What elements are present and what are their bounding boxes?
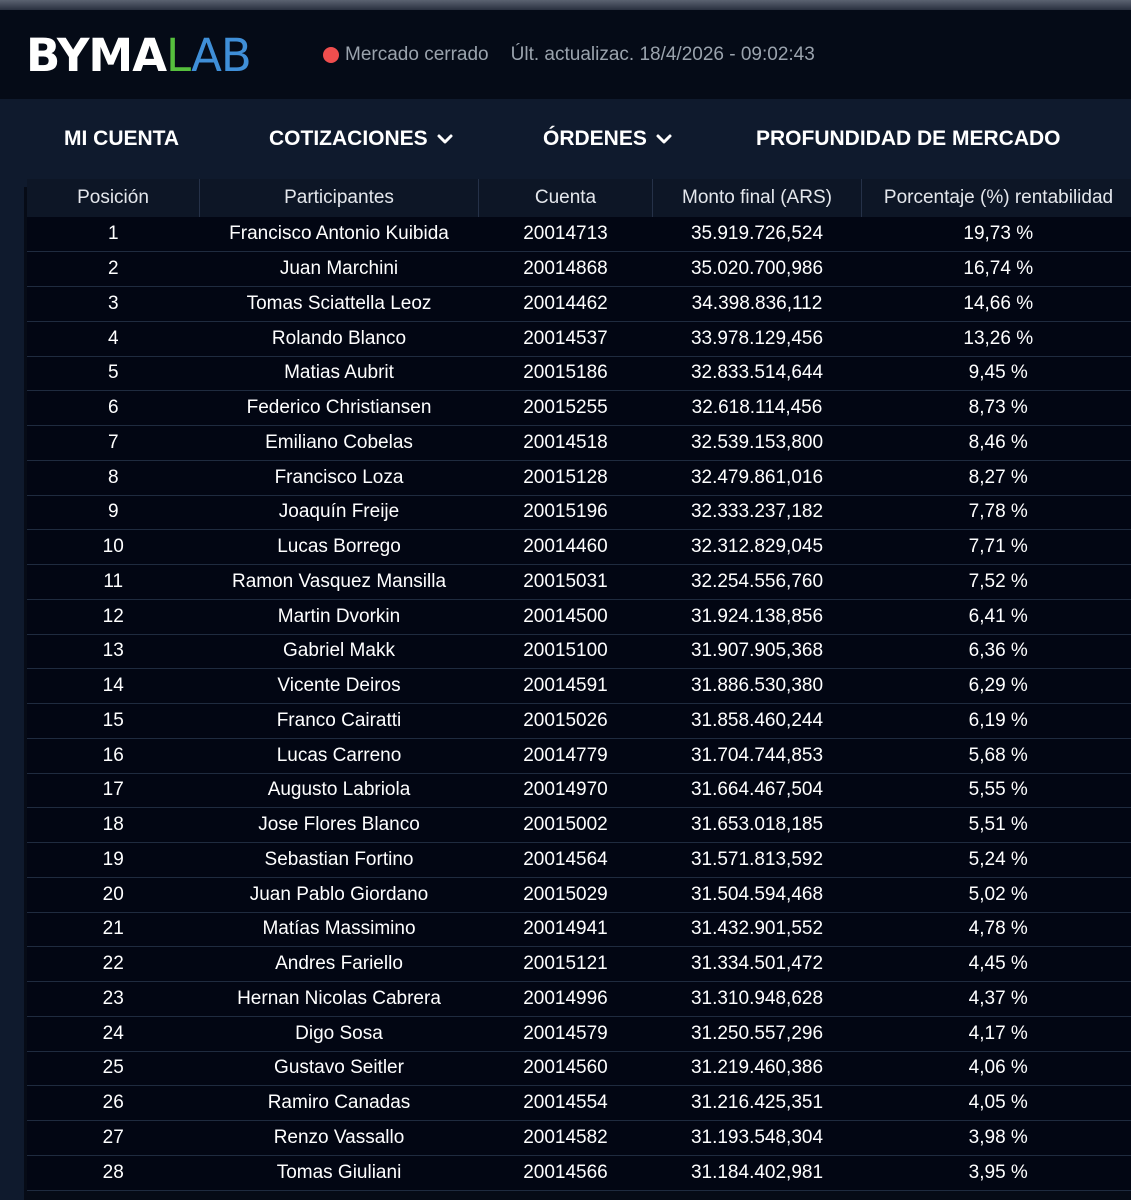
- cell-posicion: 20: [27, 877, 200, 912]
- column-header-cuenta[interactable]: Cuenta: [479, 179, 653, 217]
- table-row: [27, 1121, 1131, 1156]
- cell-monto-final: 32.312.829,045: [653, 530, 862, 565]
- cell-monto-final: 32.618.114,456: [653, 391, 862, 426]
- chevron-down-icon: [655, 130, 673, 148]
- cell-posicion: 7: [27, 426, 200, 461]
- cell-monto-final: 35.919.726,524: [653, 217, 862, 252]
- cell-posicion: 2: [27, 252, 200, 287]
- column-header-posicion[interactable]: Posición: [27, 179, 200, 217]
- nav-item-profundidad-de-mercado[interactable]: [756, 127, 1061, 151]
- cell-cuenta: 20014868: [479, 252, 653, 287]
- table-row: [27, 843, 1131, 878]
- cell-posicion: 5: [27, 356, 200, 391]
- cell-rentabilidad: 5,55 %: [862, 773, 1131, 808]
- table-row: [27, 1016, 1131, 1051]
- cell-participante: Matias Aubrit: [200, 356, 479, 391]
- cell-participante: Lucas Borrego: [200, 530, 479, 565]
- cell-rentabilidad: 16,74 %: [862, 252, 1131, 287]
- cell-participante: Francisco Loza: [200, 460, 479, 495]
- cell-monto-final: 32.833.514,644: [653, 356, 862, 391]
- cell-cuenta: 20014537: [479, 321, 653, 356]
- cell-rentabilidad: 6,41 %: [862, 599, 1131, 634]
- cell-participante: Andres Fariello: [200, 947, 479, 982]
- cell-cuenta: 20014996: [479, 982, 653, 1017]
- cell-cuenta: 20014579: [479, 1016, 653, 1051]
- cell-rentabilidad: 19,73 %: [862, 217, 1131, 252]
- table-row: [27, 704, 1131, 739]
- cell-rentabilidad: 4,37 %: [862, 982, 1131, 1017]
- cell-participante: Ramiro Canadas: [200, 1086, 479, 1121]
- cell-participante: Federico Christiansen: [200, 391, 479, 426]
- cell-cuenta: 20015029: [479, 877, 653, 912]
- column-header-rentabilidad[interactable]: Porcentaje (%) rentabilidad: [883, 187, 1114, 208]
- cell-monto-final: 31.653.018,185: [653, 808, 862, 843]
- app-header: [0, 10, 1131, 99]
- cell-rentabilidad: 6,29 %: [862, 669, 1131, 704]
- cell-rentabilidad: 6,19 %: [862, 704, 1131, 739]
- logo-text-l: L: [166, 29, 192, 82]
- cell-rentabilidad: 14,66 %: [862, 287, 1131, 322]
- cell-posicion: 10: [27, 530, 200, 565]
- cell-monto-final: 31.858.460,244: [653, 704, 862, 739]
- nav-item-cotizaciones[interactable]: [269, 127, 454, 151]
- cell-rentabilidad: 7,71 %: [862, 530, 1131, 565]
- cell-cuenta: 20015100: [479, 634, 653, 669]
- cell-monto-final: 31.571.813,592: [653, 843, 862, 878]
- window-top-strip: [0, 0, 1131, 10]
- cell-rentabilidad: 5,68 %: [862, 738, 1131, 773]
- table-row: [27, 982, 1131, 1017]
- cell-posicion: 18: [27, 808, 200, 843]
- cell-participante: Jose Flores Blanco: [200, 808, 479, 843]
- cell-participante: Sebastian Fortino: [200, 843, 479, 878]
- cell-participante: Gustavo Seitler: [200, 1051, 479, 1086]
- cell-posicion: 12: [27, 599, 200, 634]
- cell-monto-final: 31.504.594,468: [653, 877, 862, 912]
- cell-rentabilidad: 13,26 %: [862, 321, 1131, 356]
- cell-monto-final: 31.216.425,351: [653, 1086, 862, 1121]
- cell-cuenta: 20014518: [479, 426, 653, 461]
- cell-monto-final: 31.907.905,368: [653, 634, 862, 669]
- cell-monto-final: 32.479.861,016: [653, 460, 862, 495]
- cell-posicion: 1: [27, 217, 200, 252]
- cell-rentabilidad: 6,36 %: [862, 634, 1131, 669]
- cell-participante: Augusto Labriola: [200, 773, 479, 808]
- cell-participante: Tomas Sciattella Leoz: [200, 287, 479, 322]
- cell-cuenta: 20014779: [479, 738, 653, 773]
- cell-posicion: 24: [27, 1016, 200, 1051]
- table-row: [27, 565, 1131, 600]
- table-row: [27, 530, 1131, 565]
- table-row: [27, 321, 1131, 356]
- cell-cuenta: 20014713: [479, 217, 653, 252]
- cell-participante: Gabriel Makk: [200, 634, 479, 669]
- table-body: [27, 217, 1131, 1190]
- table-row: [27, 287, 1131, 322]
- table-row: [27, 773, 1131, 808]
- cell-posicion: 16: [27, 738, 200, 773]
- cell-rentabilidad: 8,27 %: [862, 460, 1131, 495]
- cell-posicion: 9: [27, 495, 200, 530]
- cell-cuenta: 20015031: [479, 565, 653, 600]
- left-gutter: [0, 187, 24, 1200]
- table-row: [27, 877, 1131, 912]
- table-row: [27, 391, 1131, 426]
- cell-cuenta: 20014941: [479, 912, 653, 947]
- cell-monto-final: 31.334.501,472: [653, 947, 862, 982]
- cell-monto-final: 31.664.467,504: [653, 773, 862, 808]
- cell-monto-final: 32.254.556,760: [653, 565, 862, 600]
- cell-monto-final: 31.704.744,853: [653, 738, 862, 773]
- cell-participante: Joaquín Freije: [200, 495, 479, 530]
- table-row: [27, 495, 1131, 530]
- table-row: [27, 460, 1131, 495]
- cell-rentabilidad: 4,06 %: [862, 1051, 1131, 1086]
- cell-cuenta: 20014970: [479, 773, 653, 808]
- cell-rentabilidad: 5,24 %: [862, 843, 1131, 878]
- cell-participante: Emiliano Cobelas: [200, 426, 479, 461]
- cell-rentabilidad: 4,78 %: [862, 912, 1131, 947]
- table-header-row: [27, 179, 1131, 217]
- cell-posicion: 17: [27, 773, 200, 808]
- cell-cuenta: 20015186: [479, 356, 653, 391]
- cell-rentabilidad: 7,78 %: [862, 495, 1131, 530]
- cell-participante: Lucas Carreno: [200, 738, 479, 773]
- table-row: [27, 808, 1131, 843]
- cell-participante: Hernan Nicolas Cabrera: [200, 982, 479, 1017]
- cell-posicion: 15: [27, 704, 200, 739]
- table-row: [27, 1086, 1131, 1121]
- cell-cuenta: 20014462: [479, 287, 653, 322]
- cell-cuenta: 20014460: [479, 530, 653, 565]
- cell-posicion: 14: [27, 669, 200, 704]
- cell-posicion: 11: [27, 565, 200, 600]
- cell-posicion: 23: [27, 982, 200, 1017]
- cell-monto-final: 31.432.901,552: [653, 912, 862, 947]
- cell-monto-final: 32.539.153,800: [653, 426, 862, 461]
- cell-posicion: 6: [27, 391, 200, 426]
- cell-participante: Renzo Vassallo: [200, 1121, 479, 1156]
- cell-cuenta: 20015255: [479, 391, 653, 426]
- cell-posicion: 27: [27, 1121, 200, 1156]
- cell-rentabilidad: 8,73 %: [862, 391, 1131, 426]
- cell-cuenta: 20014564: [479, 843, 653, 878]
- cell-monto-final: 33.978.129,456: [653, 321, 862, 356]
- table-row: [27, 947, 1131, 982]
- cell-participante: Matías Massimino: [200, 912, 479, 947]
- cell-participante: Ramon Vasquez Mansilla: [200, 565, 479, 600]
- cell-rentabilidad: 9,45 %: [862, 356, 1131, 391]
- column-header-monto-final[interactable]: Monto final (ARS): [653, 179, 862, 217]
- cell-cuenta: 20014582: [479, 1121, 653, 1156]
- cell-cuenta: 20014591: [479, 669, 653, 704]
- table-row: [27, 669, 1131, 704]
- cell-participante: Tomas Giuliani: [200, 1155, 479, 1190]
- cell-rentabilidad: 7,52 %: [862, 565, 1131, 600]
- cell-cuenta: 20015026: [479, 704, 653, 739]
- cell-rentabilidad: 3,98 %: [862, 1121, 1131, 1156]
- table-row: [27, 912, 1131, 947]
- cell-posicion: 25: [27, 1051, 200, 1086]
- market-status-label: Mercado cerrado: [345, 44, 489, 65]
- cell-monto-final: 31.924.138,856: [653, 599, 862, 634]
- last-update-label: Últ. actualizac. 18/4/2026 - 09:02:43: [510, 44, 815, 65]
- cell-cuenta: 20015002: [479, 808, 653, 843]
- nav-item-label: MI CUENTA: [64, 127, 180, 150]
- cell-participante: Juan Pablo Giordano: [200, 877, 479, 912]
- main-nav: [0, 99, 1131, 187]
- table-row: [27, 217, 1131, 252]
- cell-monto-final: 31.219.460,386: [653, 1051, 862, 1086]
- cell-rentabilidad: 5,51 %: [862, 808, 1131, 843]
- cell-monto-final: 31.250.557,296: [653, 1016, 862, 1051]
- cell-monto-final: 35.020.700,986: [653, 252, 862, 287]
- cell-rentabilidad: 3,95 %: [862, 1155, 1131, 1190]
- status-dot-icon: [323, 47, 339, 63]
- table-row: [27, 356, 1131, 391]
- market-status: [323, 44, 815, 66]
- chevron-down-icon: [436, 130, 454, 148]
- table-row: [27, 252, 1131, 287]
- cell-participante: Francisco Antonio Kuibida: [200, 217, 479, 252]
- cell-cuenta: 20014560: [479, 1051, 653, 1086]
- cell-monto-final: 32.333.237,182: [653, 495, 862, 530]
- cell-rentabilidad: 5,02 %: [862, 877, 1131, 912]
- cell-participante: Franco Cairatti: [200, 704, 479, 739]
- nav-item-mi-cuenta[interactable]: [64, 127, 179, 151]
- cell-monto-final: 31.886.530,380: [653, 669, 862, 704]
- cell-posicion: 13: [27, 634, 200, 669]
- nav-item-label: PROFUNDIDAD DE MERCADO: [756, 127, 1061, 150]
- cell-rentabilidad: 4,17 %: [862, 1016, 1131, 1051]
- cell-participante: Vicente Deiros: [200, 669, 479, 704]
- cell-posicion: 19: [27, 843, 200, 878]
- table-row: [27, 426, 1131, 461]
- table-row: [27, 1155, 1131, 1190]
- logo-text-byma: BYMA: [26, 29, 167, 82]
- cell-monto-final: 31.184.402,981: [653, 1155, 862, 1190]
- cell-rentabilidad: 4,45 %: [862, 947, 1131, 982]
- table-row: [27, 634, 1131, 669]
- byma-lab-logo[interactable]: [26, 29, 251, 82]
- cell-rentabilidad: 4,05 %: [862, 1086, 1131, 1121]
- cell-monto-final: 31.310.948,628: [653, 982, 862, 1017]
- cell-posicion: 22: [27, 947, 200, 982]
- cell-posicion: 28: [27, 1155, 200, 1190]
- cell-monto-final: 34.398.836,112: [653, 287, 862, 322]
- cell-posicion: 4: [27, 321, 200, 356]
- cell-rentabilidad: 8,46 %: [862, 426, 1131, 461]
- cell-cuenta: 20014554: [479, 1086, 653, 1121]
- cell-cuenta: 20014500: [479, 599, 653, 634]
- cell-participante: Rolando Blanco: [200, 321, 479, 356]
- nav-item-ordenes[interactable]: [543, 127, 673, 151]
- nav-item-label: COTIZACIONES: [269, 127, 428, 150]
- cell-cuenta: 20015121: [479, 947, 653, 982]
- cell-posicion: 21: [27, 912, 200, 947]
- cell-participante: Juan Marchini: [200, 252, 479, 287]
- column-header-participantes[interactable]: Participantes: [200, 179, 479, 217]
- cell-posicion: 26: [27, 1086, 200, 1121]
- cell-cuenta: 20014566: [479, 1155, 653, 1190]
- table-row: [27, 1051, 1131, 1086]
- cell-participante: Martin Dvorkin: [200, 599, 479, 634]
- table-row: [27, 599, 1131, 634]
- logo-text-ab: AB: [191, 29, 251, 82]
- cell-posicion: 8: [27, 460, 200, 495]
- table-row: [27, 738, 1131, 773]
- ranking-table-container[interactable]: [27, 179, 1131, 1200]
- cell-posicion: 3: [27, 287, 200, 322]
- ranking-table: [27, 179, 1131, 1191]
- cell-participante: Digo Sosa: [200, 1016, 479, 1051]
- cell-cuenta: 20015196: [479, 495, 653, 530]
- cell-monto-final: 31.193.548,304: [653, 1121, 862, 1156]
- cell-cuenta: 20015128: [479, 460, 653, 495]
- nav-item-label: ÓRDENES: [543, 127, 647, 150]
